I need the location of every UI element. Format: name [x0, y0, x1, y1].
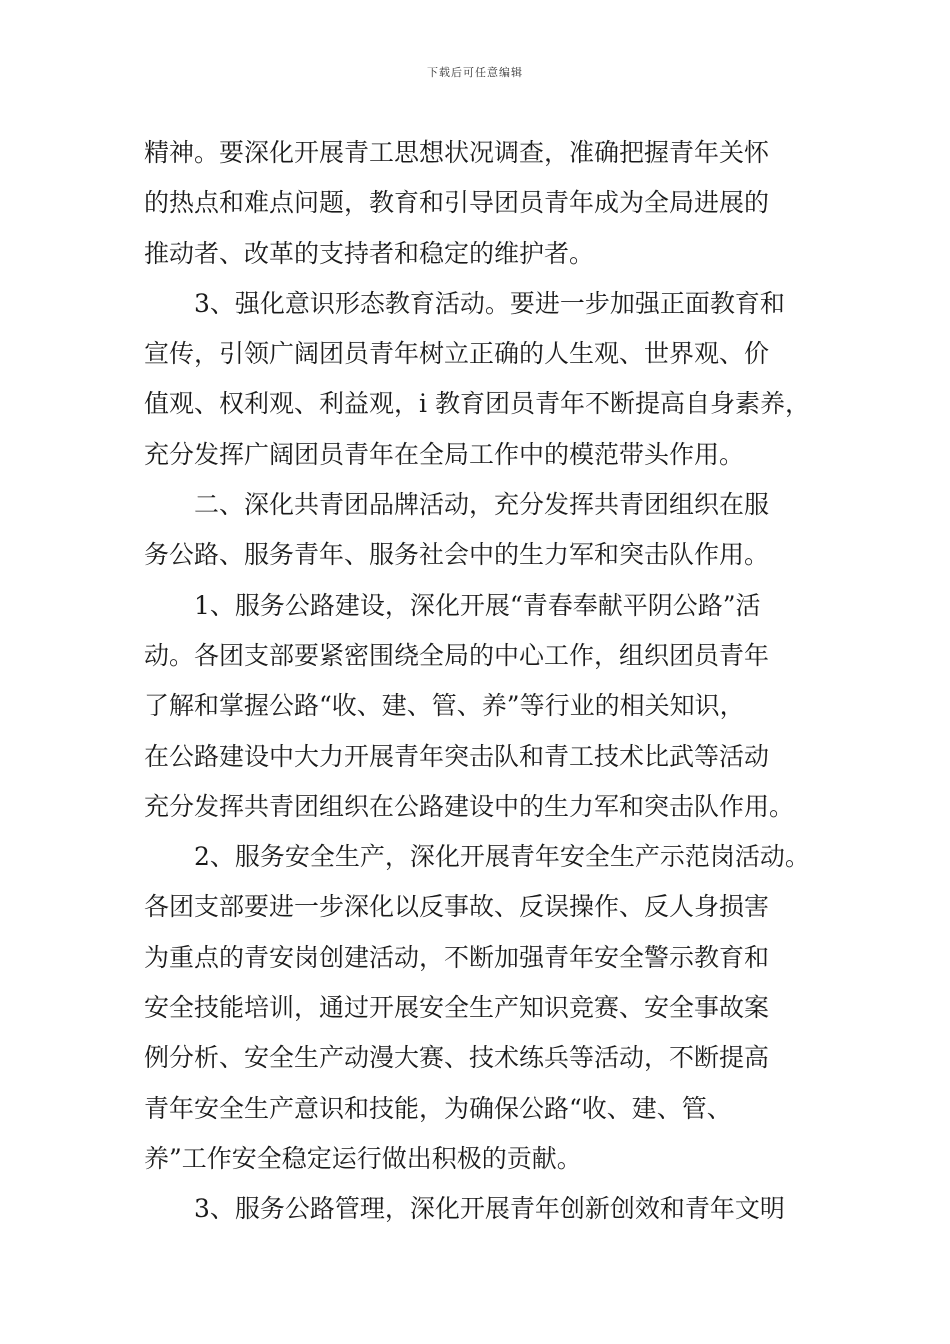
body-line: 精神。要深化开展青工思想状况调查，准确把握青年关怀	[144, 138, 770, 167]
body-line: 为重点的青安岗创建活动，不断加强青年安全警示教育和	[144, 942, 770, 972]
body-line: 充分发挥共青团组织在公路建设中的生力军和突击队作用。	[144, 791, 795, 821]
body-line: 务公路、服务青年、服务社会中的生力军和突击队作用。	[144, 540, 770, 570]
body-line: 推动者、改革的支持者和稳定的维护者。	[144, 238, 595, 268]
document-body	[144, 128, 814, 1235]
body-line: 充分发挥广阔团员青年在全局工作中的模范带头作用。	[144, 439, 745, 469]
body-line: 1、服务公路建设，深化开展“青春奉献平阴公路”活	[144, 590, 761, 620]
body-line: 养”工作安全稳定运行做出积极的贡献。	[144, 1143, 582, 1173]
body-line: 3、强化意识形态教育活动。要进一步加强正面教育和	[144, 288, 785, 318]
body-line: 值观、权利观、利益观，i 教育团员青年不断提高自身素养，	[144, 389, 810, 419]
body-line: 的热点和难点问题，教育和引导团员青年成为全局进展的	[144, 188, 770, 218]
body-line: 例分析、安全生产动漫大赛、技术练兵等活动，不断提高	[144, 1043, 770, 1073]
body-line: 3、服务公路管理，深化开展青年创新创效和青年文明	[144, 1194, 785, 1224]
body-line: 在公路建设中大力开展青年突击队和青工技术比武等活动	[144, 741, 770, 771]
body-line: 各团支部要进一步深化以反事故、反误操作、反人身损害	[144, 892, 770, 922]
page-header: 下载后可任意编辑	[427, 66, 523, 79]
body-line: 动。各团支部要紧密围绕全局的中心工作，组织团员青年	[144, 640, 770, 670]
body-line: 了解和掌握公路“收、建、管、养”等行业的相关知识，	[144, 691, 745, 721]
body-line: 青年安全生产意识和技能，为确保公路“收、建、管、	[144, 1093, 732, 1123]
body-line: 二、深化共青团品牌活动，充分发挥共青团组织在服	[144, 490, 770, 520]
body-line: 宣传，引领广阔团员青年树立正确的人生观、世界观、价	[144, 339, 770, 369]
body-line: 2、服务安全生产，深化开展青年安全生产示范岗活动。	[144, 842, 810, 872]
body-line: 安全技能培训，通过开展安全生产知识竞赛、安全事故案	[144, 993, 770, 1023]
